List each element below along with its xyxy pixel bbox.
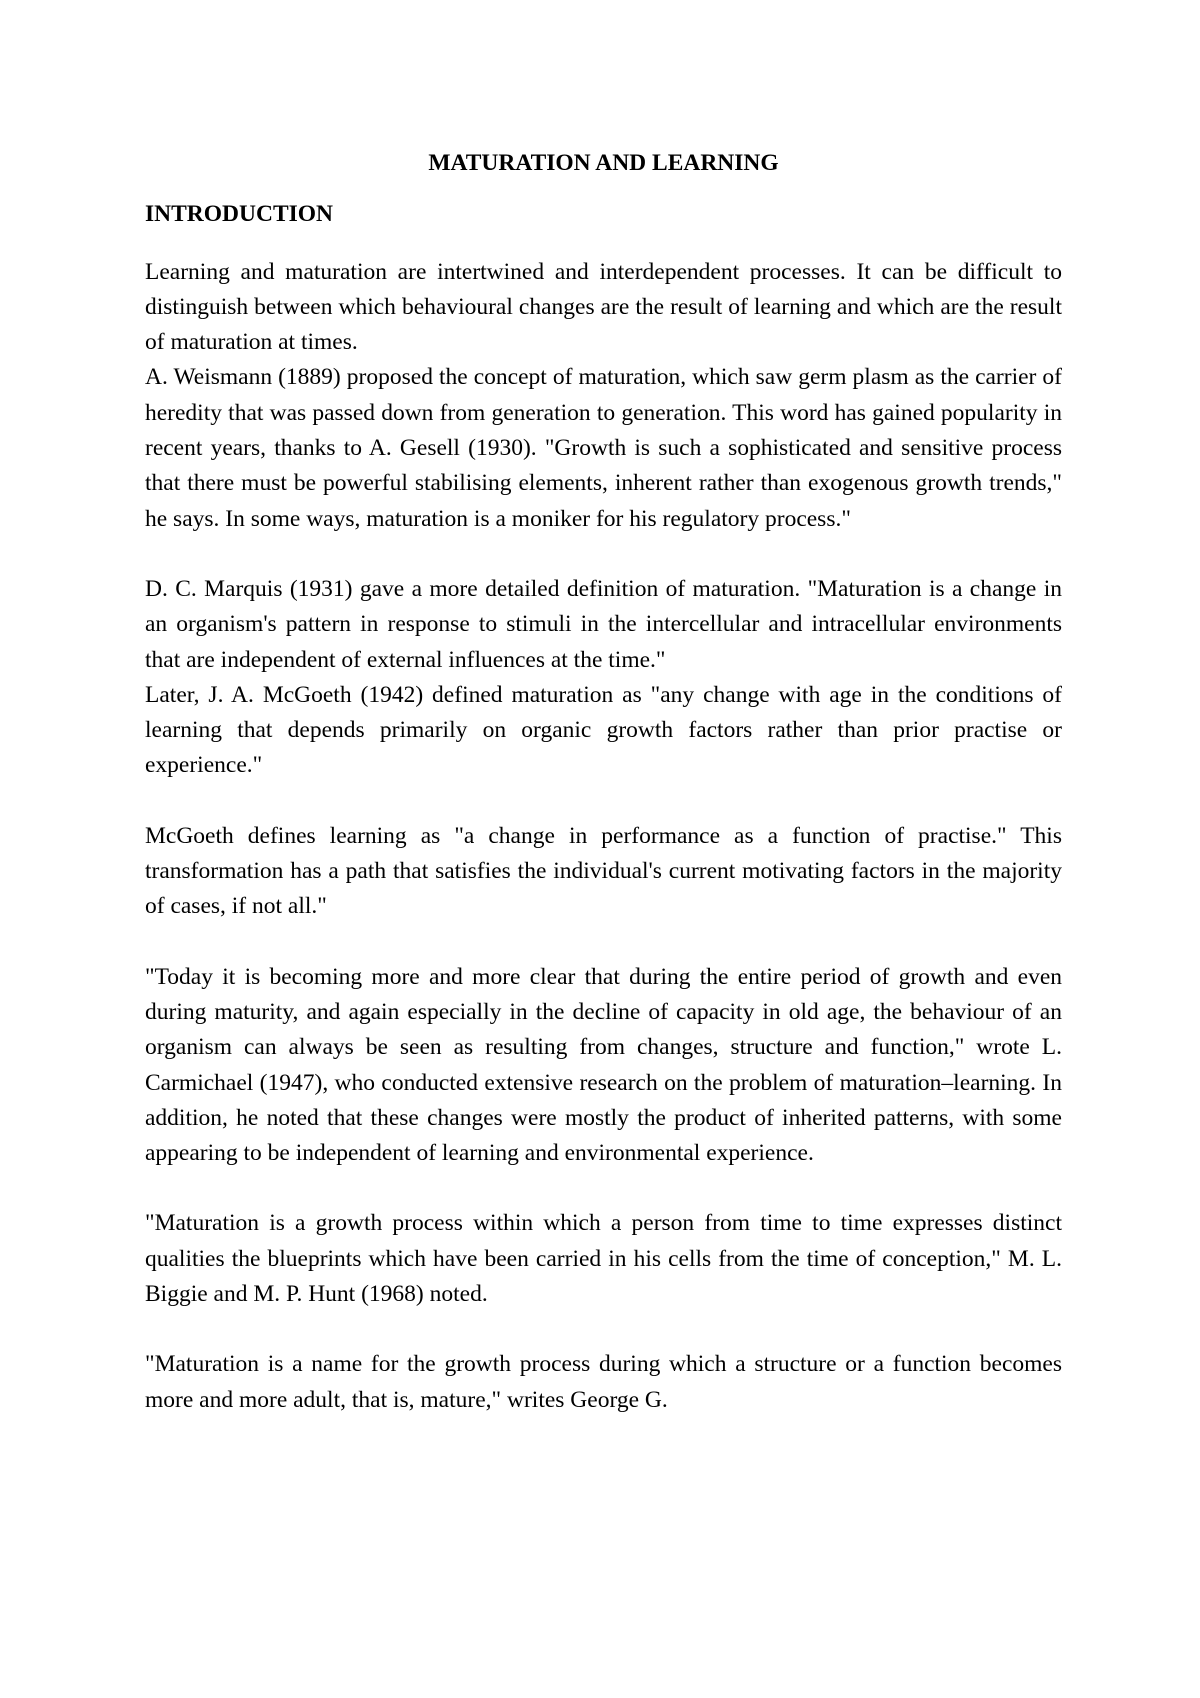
paragraph-6: "Today it is becoming more and more clear that during the entire period of growth and even during maturity, and again especially in the decline of capacity in old age, the behaviour of an organism can always be seen as resulting from changes, structure and function," wrote L. Carmichael (1947), who conducted extensive research on the problem of maturation–learning. In addition, he noted that these changes were mostly the product of inherited patterns, with some appearing to be independent of learning and environmental experience. (145, 963, 1062, 1167)
paragraph-1: Learning and maturation are intertwined and interdependent processes. It can be difficult to distinguish between which behavioural changes are the result of learning and which are the result of maturation at times. (145, 258, 1062, 356)
page-title: MATURATION AND LEARNING (428, 150, 779, 176)
document-page (145, 146, 1062, 1418)
paragraph-2: A. Weismann (1889) proposed the concept of maturation, which saw germ plasm as the carrier of heredity that was passed down from generation to generation. This word has gained popularity in recent years, thanks to A. Gesell (1930). "Growth is such a sophisticated and sensitive process that there must be powerful stabilising elements, inherent rather than exogenous growth trends," he says. In some ways, maturation is a moniker for his regulatory process." (145, 364, 1062, 532)
paragraph-3: D. C. Marquis (1931) gave a more detailed definition of maturation. "Maturation is a change in an organism's pattern in response to stimuli in the intercellular and intracellular environments that are independent of external influences at the time." (145, 575, 1062, 673)
paragraph-8: "Maturation is a name for the growth process during which a structure or a function becomes more and more adult, that is, mature," writes George G. (145, 1351, 1062, 1413)
paragraph-7: "Maturation is a growth process within which a person from time to time expresses distinct qualities the blueprints which have been carried in his cells from the time of conception," M. L. Biggie and M. P. Hunt (1968) noted. (145, 1210, 1062, 1308)
section-heading: INTRODUCTION (145, 201, 334, 228)
paragraph-5: McGoeth defines learning as "a change in performance as a function of practise." This transformation has a path that satisfies the individual's current motivating factors in the majority of cases, if not all." (145, 822, 1062, 920)
paragraph-4: Later, J. A. McGoeth (1942) defined maturation as "any change with age in the conditions of learning that depends primarily on organic growth factors rather than prior practise or experience." (145, 681, 1062, 779)
